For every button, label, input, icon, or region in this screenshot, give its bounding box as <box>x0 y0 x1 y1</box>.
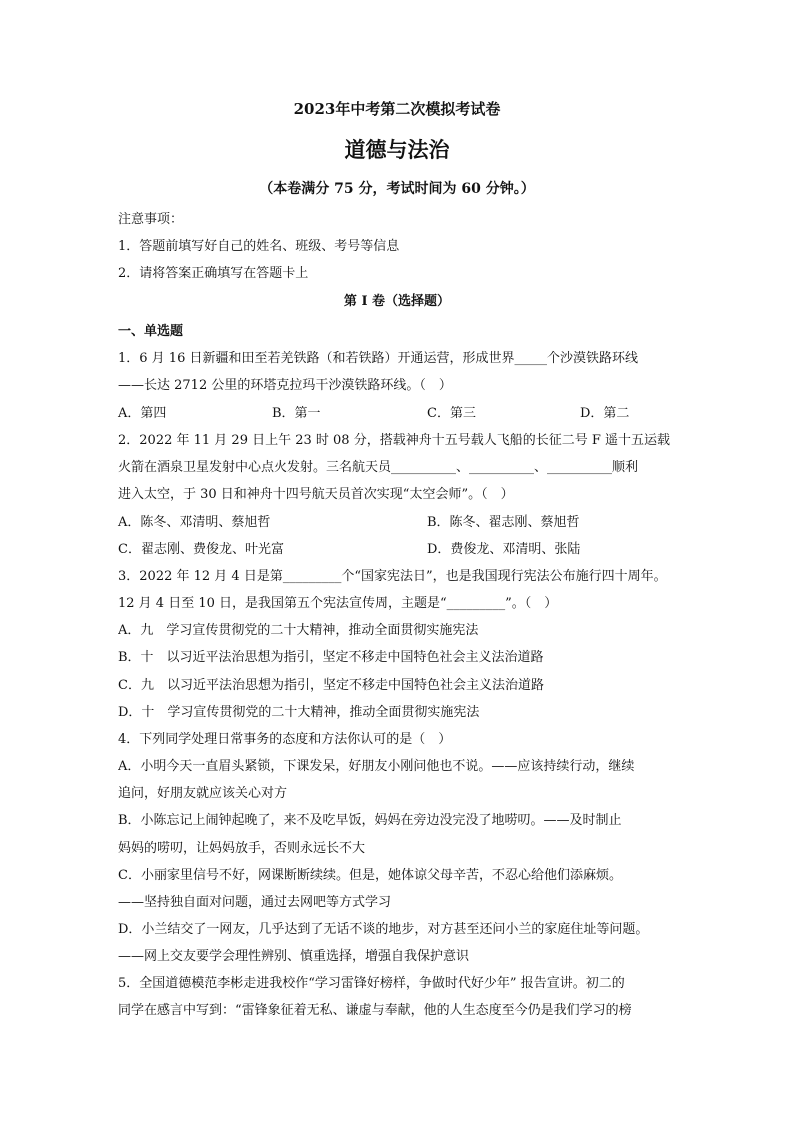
note-item: 1．答题前填写好自己的姓名、班级、考号等信息 <box>118 239 400 254</box>
answer-option: D．费俊龙、邓清明、张陆 <box>427 542 581 557</box>
answer-option: C．小丽家里信号不好，网课断断续续。但是，她体谅父母辛苦，不忍心给他们添麻烦。 <box>118 868 622 883</box>
question-line: 4．下列同学处理日常事务的态度和方法你认可的是（ ） <box>118 732 452 747</box>
question-line: 进入太空，于 30 日和神舟十四号航天员首次实现“太空会师”。（ ） <box>118 487 514 502</box>
answer-option-continued: 妈妈的唠叨，让妈妈放手，否则永远长不大 <box>118 841 366 856</box>
answer-option: B．小陈忘记上闹钟起晚了，来不及吃早饭，妈妈在旁边没完没了地唠叨。——及时制止 <box>118 813 622 828</box>
answer-option: A．陈冬、邓清明、蔡旭哲 <box>118 515 271 530</box>
answer-option: D．十 学习宣传贯彻党的二十大精神，推动全面贯彻实施宪法 <box>118 705 480 720</box>
answer-option: C．翟志刚、费俊龙、叶光富 <box>118 542 284 557</box>
answer-option: B．十 以习近平法治思想为指引，坚定不移走中国特色社会主义法治道路 <box>118 650 544 665</box>
answer-option-continued: ——网上交友要学会理性辨别、慎重选择，增强自我保护意识 <box>118 949 470 964</box>
exam-title: 2023年中考第二次模拟考试卷 <box>293 100 501 118</box>
answer-option: A．小明今天一直眉头紧锁，下课发呆，好朋友小刚问他也不说。——应该持续行动，继续 <box>118 759 635 774</box>
note-item: 2．请将答案正确填写在答题卡上 <box>118 266 309 281</box>
notes-heading: 注意事项： <box>118 212 184 227</box>
question-line: 火箭在酒泉卫星发射中心点火发射。三名航天员__________、__________、__________顺利 <box>118 460 639 475</box>
volume-title: 第 I 卷（选择题） <box>343 294 451 309</box>
answer-option: B．陈冬、翟志刚、蔡旭哲 <box>427 515 580 530</box>
answer-option: C．九 以习近平法治思想为指引，坚定不移走中国特色社会主义法治道路 <box>118 678 544 693</box>
answer-option-continued: 追问，好朋友就应该关心对方 <box>118 786 288 801</box>
question-line: 2．2022 年 11 月 29 日上午 23 时 08 分，搭载神舟十五号载人飞船的长征二号 F 遥十五运载 <box>118 433 670 448</box>
subject-title: 道德与法治 <box>344 137 450 162</box>
answer-option: D．小兰结交了一网友，几乎达到了无话不谈的地步，对方甚至还问小兰的家庭住址等问题。 <box>118 922 649 937</box>
part-title: 一、单选题 <box>118 324 184 339</box>
exam-info: （本卷满分 75 分，考试时间为 60 分钟。） <box>259 181 535 197</box>
answer-option: A．第四 <box>118 406 167 421</box>
answer-option: D．第二 <box>580 406 630 421</box>
question-line: ——长达 2712 公里的环塔克拉玛干沙漠铁路环线。（ ） <box>118 378 452 393</box>
answer-option: C．第三 <box>427 406 476 421</box>
answer-option: A．九 学习宣传贯彻党的二十大精神，推动全面贯彻实施宪法 <box>118 623 479 638</box>
answer-option-continued: ——坚持独自面对问题，通过去网吧等方式学习 <box>118 895 392 910</box>
question-line: 同学在感言中写到：“雷锋象征着无私、谦虚与奉献，他的人生态度至今仍是我们学习的榜 <box>118 1003 632 1018</box>
answer-option: B．第一 <box>272 406 321 421</box>
question-line: 3．2022 年 12 月 4 日是第_________个“国家宪法日”，也是我国现行宪法公布施行四十周年。 <box>118 569 667 584</box>
question-line: 5．全国道德模范李彬走进我校作“学习雷锋好榜样，争做时代好少年” 报告宣讲。初二的 <box>118 976 625 991</box>
question-line: 12 月 4 日至 10 日，是我国第五个宪法宣传周，主题是“_________”。（ ） <box>118 596 558 611</box>
question-line: 1．6 月 16 日新疆和田至若羌铁路（和若铁路）开通运营，形成世界_____个沙漠铁路环线 <box>118 351 638 366</box>
